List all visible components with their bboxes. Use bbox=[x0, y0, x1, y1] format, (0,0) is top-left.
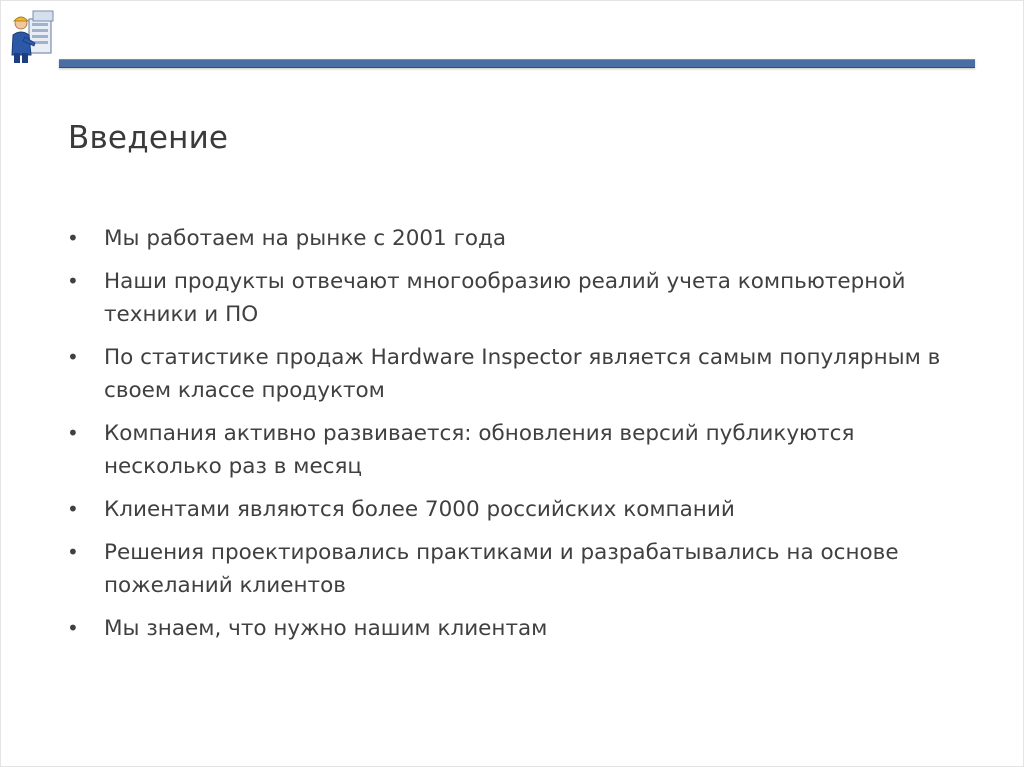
header-rule bbox=[59, 59, 975, 68]
technician-with-computer-icon bbox=[7, 9, 61, 65]
bullet-item bbox=[67, 222, 977, 255]
bullet-text: Мы знаем, что нужно нашим клиентам bbox=[104, 616, 548, 641]
bullet-symbol: • bbox=[67, 497, 79, 521]
bullet-symbol: • bbox=[67, 540, 79, 564]
bullet-item bbox=[67, 265, 977, 331]
bullet-symbol: • bbox=[67, 226, 79, 250]
bullet-symbol: • bbox=[67, 616, 79, 640]
bullet-symbol: • bbox=[67, 345, 79, 369]
bullet-text: По статистике продаж Hardware Inspector является самым популярным в своем классе продуктом bbox=[104, 345, 941, 403]
bullet-text: Компания активно развивается: обновления версий публикуются несколько раз в месяц bbox=[104, 421, 855, 479]
bullet-item bbox=[67, 417, 977, 483]
slide-title: Введение bbox=[68, 120, 229, 156]
bullet-item bbox=[67, 536, 977, 602]
bullet-item bbox=[67, 341, 977, 407]
bullet-symbol: • bbox=[67, 421, 79, 445]
bullet-item bbox=[67, 493, 977, 526]
bullet-symbol: • bbox=[67, 269, 79, 293]
bullet-text: Наши продукты отвечают многообразию реалий учета компьютерной техники и ПО bbox=[104, 269, 906, 327]
bullet-list bbox=[67, 222, 977, 655]
bullet-text: Клиентами являются более 7000 российских компаний bbox=[104, 497, 735, 522]
bullet-item bbox=[67, 612, 977, 645]
bullet-text: Мы работаем на рынке с 2001 года bbox=[104, 226, 507, 251]
bullet-text: Решения проектировались практиками и разрабатывались на основе пожеланий клиентов bbox=[104, 540, 899, 598]
